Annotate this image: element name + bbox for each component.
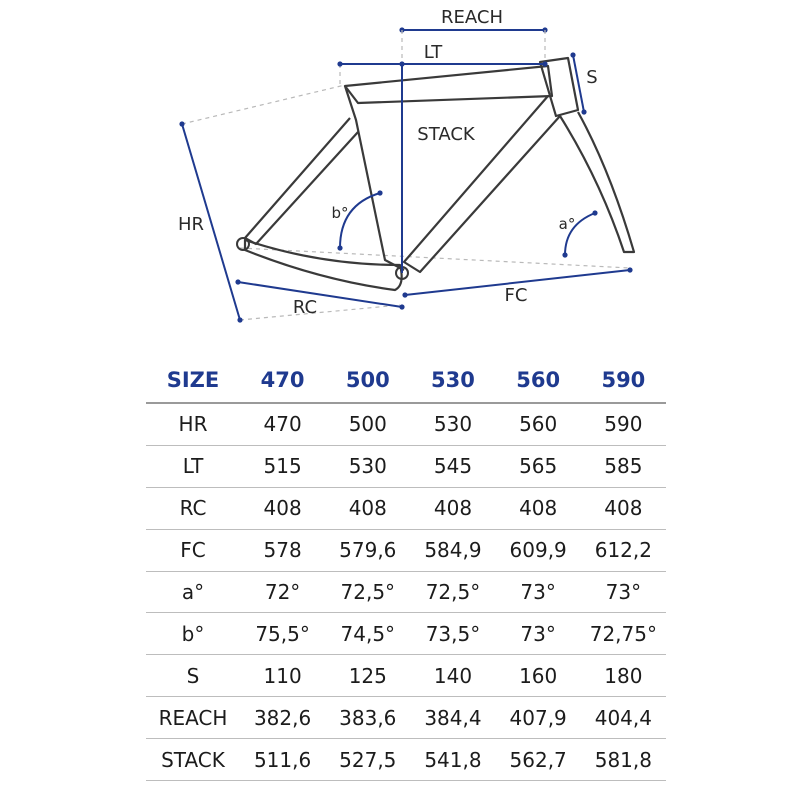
value-cell: 160 xyxy=(496,655,581,697)
value-cell: 511,6 xyxy=(240,739,325,781)
table-row xyxy=(146,403,666,445)
hr-label: HR xyxy=(177,214,205,235)
rc-label: RC xyxy=(292,297,318,318)
b-angle-label: b° xyxy=(331,204,349,222)
header-cell: 590 xyxy=(601,368,646,392)
table-row xyxy=(146,739,666,781)
value-cell: 565 xyxy=(496,445,581,487)
value-cell: 515 xyxy=(240,445,325,487)
value-cell: 581,8 xyxy=(581,739,666,781)
value-cell: 408 xyxy=(410,487,495,529)
value-cell: 590 xyxy=(581,403,666,445)
table-row xyxy=(146,529,666,571)
table-row xyxy=(146,487,666,529)
value-cell: 72° xyxy=(240,571,325,613)
value-cell: 125 xyxy=(325,655,410,697)
header-cell: 500 xyxy=(345,368,390,392)
table-row xyxy=(146,613,666,655)
row-label-cell: STACK xyxy=(146,739,240,781)
value-cell: 408 xyxy=(325,487,410,529)
fc-label: FC xyxy=(504,285,528,306)
value-cell: 585 xyxy=(581,445,666,487)
value-cell: 110 xyxy=(240,655,325,697)
value-cell: 73,5° xyxy=(410,613,495,655)
header-cell: 560 xyxy=(516,368,561,392)
value-cell: 584,9 xyxy=(410,529,495,571)
value-cell: 530 xyxy=(325,445,410,487)
value-cell: 73° xyxy=(581,571,666,613)
value-cell: 408 xyxy=(240,487,325,529)
value-cell: 545 xyxy=(410,445,495,487)
table-row xyxy=(146,655,666,697)
header-cell: 470 xyxy=(260,368,305,392)
row-label-cell: RC xyxy=(146,487,240,529)
row-label-cell: a° xyxy=(146,571,240,613)
value-cell: 408 xyxy=(496,487,581,529)
value-cell: 500 xyxy=(325,403,410,445)
value-cell: 612,2 xyxy=(581,529,666,571)
s-label: S xyxy=(586,67,598,88)
diagram-labels xyxy=(178,7,598,318)
value-cell: 609,9 xyxy=(496,529,581,571)
row-label-cell: FC xyxy=(146,529,240,571)
value-cell: 74,5° xyxy=(325,613,410,655)
table-row xyxy=(146,571,666,613)
row-label-cell: REACH xyxy=(146,697,240,739)
value-cell: 530 xyxy=(410,403,495,445)
bike-frame xyxy=(237,58,634,290)
table-row xyxy=(146,697,666,739)
header-cell: SIZE xyxy=(166,368,220,392)
size-header-row xyxy=(146,358,666,403)
row-label-cell: b° xyxy=(146,613,240,655)
table-row xyxy=(146,445,666,487)
reference-lines xyxy=(182,64,630,320)
value-cell: 180 xyxy=(581,655,666,697)
frame-geometry-diagram xyxy=(0,0,800,345)
value-cell: 384,4 xyxy=(410,697,495,739)
value-cell: 470 xyxy=(240,403,325,445)
stack-label: STACK xyxy=(417,124,475,145)
value-cell: 578 xyxy=(240,529,325,571)
value-cell: 72,75° xyxy=(581,613,666,655)
value-cell: 527,5 xyxy=(325,739,410,781)
value-cell: 407,9 xyxy=(496,697,581,739)
value-cell: 382,6 xyxy=(240,697,325,739)
value-cell: 73° xyxy=(496,571,581,613)
value-cell: 383,6 xyxy=(325,697,410,739)
value-cell: 560 xyxy=(496,403,581,445)
value-cell: 404,4 xyxy=(581,697,666,739)
value-cell: 73° xyxy=(496,613,581,655)
value-cell: 541,8 xyxy=(410,739,495,781)
value-cell: 72,5° xyxy=(325,571,410,613)
row-label-cell: S xyxy=(146,655,240,697)
lt-label: LT xyxy=(423,42,443,63)
row-label-cell: HR xyxy=(146,403,240,445)
row-label-cell: LT xyxy=(146,445,240,487)
value-cell: 75,5° xyxy=(240,613,325,655)
reach-label: REACH xyxy=(441,7,503,28)
a-angle-label: a° xyxy=(558,215,576,233)
value-cell: 72,5° xyxy=(410,571,495,613)
value-cell: 562,7 xyxy=(496,739,581,781)
value-cell: 408 xyxy=(581,487,666,529)
value-cell: 140 xyxy=(410,655,495,697)
geometry-table xyxy=(146,358,666,781)
header-cell: 530 xyxy=(431,368,475,392)
value-cell: 579,6 xyxy=(325,529,410,571)
